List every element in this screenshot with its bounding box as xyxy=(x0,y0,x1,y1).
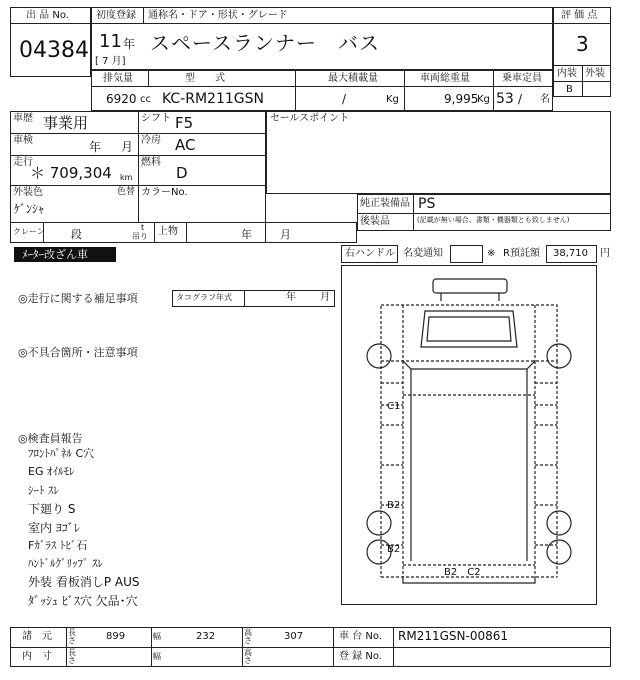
exterior-color-label: 外装色 xyxy=(13,187,43,198)
kome-symbol: ※ xyxy=(487,248,496,259)
recycle-deposit-unit: 円 xyxy=(600,248,610,259)
model-code: KC-RM211GSN xyxy=(162,91,264,107)
damage-mark-rear: B2 C2 xyxy=(444,567,481,578)
driving-notes-title: ◎走行に関する補足事項 xyxy=(18,292,138,305)
shift-label: シフト xyxy=(141,113,171,124)
first-registration-label: 初度登録 xyxy=(96,10,136,21)
width-label: 幅 xyxy=(153,632,161,641)
inner-dimensions-label: 内 寸 xyxy=(22,651,52,662)
lift-month: 月 xyxy=(280,228,291,241)
displacement-value: 6920 xyxy=(106,92,137,106)
color-change-label: 色替 xyxy=(117,187,136,197)
mileage-value: ＊ 709,304 xyxy=(30,164,112,182)
tachograph-month: 月 xyxy=(320,292,330,303)
gross-weight-unit: Kg xyxy=(477,94,490,105)
inspection-month-unit: 月 xyxy=(121,140,134,154)
capacity-separator: / xyxy=(518,92,523,106)
inspector-note: 外装 看板消しP AUS xyxy=(28,575,140,589)
interior-grade: B xyxy=(566,84,573,95)
aircon-label: 冷房 xyxy=(141,135,161,146)
shift-value: F5 xyxy=(175,114,194,132)
inspector-note: ﾀﾞｯｼｭ ﾋﾞｽ穴 欠品･穴 xyxy=(28,594,138,608)
aircon-value: AC xyxy=(175,136,196,154)
length-label: 長さ xyxy=(68,628,76,645)
inspector-note: 室内 ﾖｺﾞﾚ xyxy=(28,521,80,535)
aftermarket-note: (記載が無い場合、書類・機器類とも致しません) xyxy=(417,216,570,224)
length-value: 899 xyxy=(106,631,126,642)
grade-label: 評 価 点 xyxy=(561,10,598,21)
inspector-note: ﾌﾛﾝﾄﾊﾟﾈﾙ C穴 xyxy=(28,447,95,460)
mileage-label: 走行 xyxy=(13,157,33,168)
overall-grade: 3 xyxy=(576,32,589,56)
genuine-equipment-value: PS xyxy=(418,196,436,212)
mileage-unit: km xyxy=(120,173,133,182)
first-registration-year: 11 xyxy=(99,31,122,52)
first-registration-month: [ 7 月] xyxy=(95,56,126,67)
gross-weight-value: 9,995 xyxy=(444,92,479,106)
sales-points-label: セールスポイント xyxy=(270,113,350,124)
vehicle-name-label: 通称名・ドア・形状・グレード xyxy=(148,10,288,21)
defects-title: ◎不具合箇所・注意事項 xyxy=(18,346,138,359)
lift-year: 年 xyxy=(241,228,252,241)
inspection-label: 車検 xyxy=(13,135,33,146)
inspector-note: EG ｵｲﾙﾓﾚ xyxy=(28,465,75,478)
crane-stage: 段 xyxy=(71,228,82,241)
aftermarket-label: 後装品 xyxy=(360,216,390,227)
capacity-value: 53 xyxy=(496,91,514,107)
exterior-color-value: ｹﾞﾝｼｬ xyxy=(14,202,45,216)
inspector-note: ﾊﾝﾄﾞﾙｸﾞﾘｯﾌﾟ ｽﾚ xyxy=(28,557,103,570)
lot-number-label: 出 品 No. xyxy=(26,10,69,21)
inner-height-label: 高さ xyxy=(244,648,252,665)
name-change-label: 名変通知 xyxy=(403,248,443,259)
tampered-meter-text: ﾒｰﾀｰ改ざん車 xyxy=(22,248,88,261)
inspector-report-title: ◎検査員報告 xyxy=(18,432,83,445)
color-code-label: カラーNo. xyxy=(141,187,188,198)
capacity-label: 乗車定員 xyxy=(502,73,542,84)
interior-grade-label: 内装 xyxy=(557,68,577,79)
first-registration-year-unit: 年 xyxy=(123,37,136,51)
vehicle-name: スペースランナー バス xyxy=(150,31,380,55)
model-label: 型 式 xyxy=(185,73,225,84)
inspection-year-unit: 年 xyxy=(89,140,102,154)
fuel-value: D xyxy=(176,164,188,182)
inspector-note: 下廻り S xyxy=(28,502,76,516)
inner-width-label: 幅 xyxy=(153,652,161,661)
name-change-box xyxy=(450,245,483,263)
inspector-note: ｼｰﾄ ｽﾚ xyxy=(28,484,59,497)
bus-diagram xyxy=(341,265,597,605)
crane-ton: t xyxy=(141,223,145,232)
fuel-label: 燃料 xyxy=(141,157,161,168)
history-value: 事業用 xyxy=(43,114,89,132)
crane-row xyxy=(10,222,357,243)
damage-mark-b2-upper: B2 xyxy=(387,500,401,511)
gross-weight-label: 車両総重量 xyxy=(420,73,470,84)
max-load-unit: Kg xyxy=(386,94,399,105)
damage-mark-c1: C1 xyxy=(387,401,401,412)
displacement-unit: cc xyxy=(140,94,151,105)
damage-mark-b2-lower: B2 xyxy=(387,544,401,555)
right-handle: 右ハンドル xyxy=(345,248,395,259)
height-value: 307 xyxy=(284,631,304,642)
registration-number-label: 登 録 No. xyxy=(339,651,382,662)
history-label: 車歴 xyxy=(13,113,33,124)
genuine-equipment-label: 純正装備品 xyxy=(360,198,410,209)
tachograph-label: タコグラフ年式 xyxy=(176,293,232,302)
recycle-deposit-value: 38,710 xyxy=(553,248,588,259)
capacity-unit: 名 xyxy=(540,94,550,105)
inspector-note: Fｶﾞﾗｽ ﾄﾋﾞ石 xyxy=(28,539,88,552)
chassis-number-label: 車 台 No. xyxy=(339,631,382,642)
max-load-label: 最大積載量 xyxy=(328,73,378,84)
lift-label: 上物 xyxy=(158,226,178,237)
dimensions-label: 諸 元 xyxy=(22,631,52,642)
max-load-value: / xyxy=(342,92,347,106)
exterior-grade-label: 外装 xyxy=(585,68,605,79)
height-label: 高さ xyxy=(244,628,252,645)
crane-label: クレーン xyxy=(13,227,45,236)
recycle-deposit-label: R預託額 xyxy=(503,248,540,259)
width-value: 232 xyxy=(196,631,216,642)
tachograph-year: 年 xyxy=(286,292,296,303)
inner-length-label: 長さ xyxy=(68,648,76,665)
crane-lift: 吊り xyxy=(132,232,148,241)
lot-number: 04384 xyxy=(19,38,89,63)
displacement-label: 排気量 xyxy=(103,73,133,84)
chassis-number: RM211GSN-00861 xyxy=(398,629,508,643)
